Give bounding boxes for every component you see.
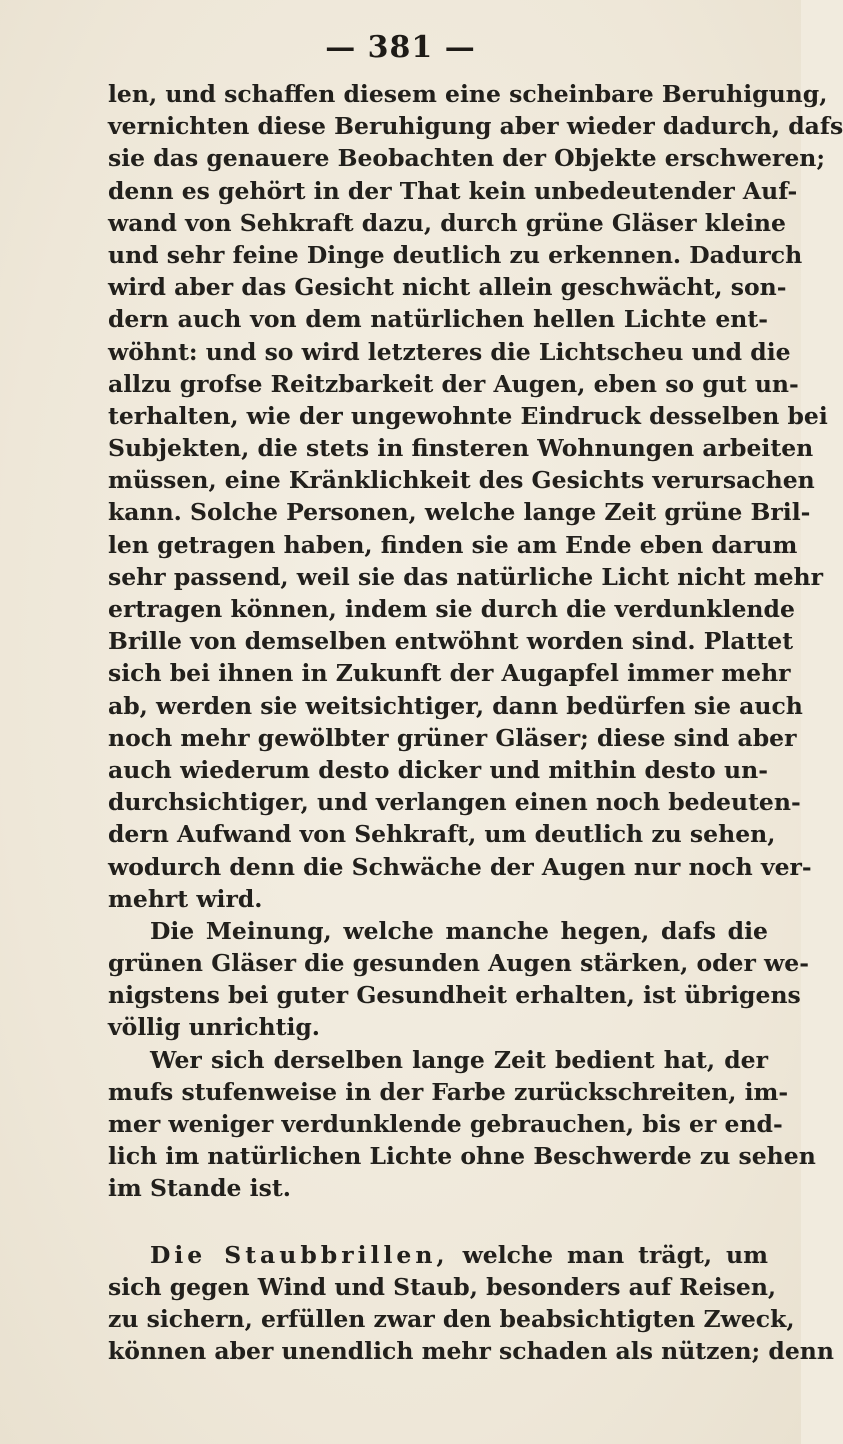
paragraph-4: [108, 1239, 834, 1368]
paragraph-2: [108, 915, 809, 1044]
text-line: zu sichern, erfüllen zwar den beabsichtigten Zweck,: [108, 1304, 795, 1333]
text-line: Subjekten, die stets in finsteren Wohnungen arbeiten: [108, 434, 814, 463]
text-line: Die Meinung, welche manche hegen, dafs die: [150, 916, 768, 945]
text-line: sich gegen Wind und Staub, besonders auf Reisen,: [108, 1272, 777, 1301]
text-line: im Stande ist.: [108, 1174, 291, 1203]
paragraph-gap: [108, 1205, 768, 1239]
text-line: sie das genauere Beobachten der Objekte erschweren;: [108, 144, 826, 173]
section-heading: Die Staubbrillen,: [150, 1240, 449, 1269]
text-line: wand von Sehkraft dazu, durch grüne Gläser kleine: [108, 208, 786, 237]
text-line: können aber unendlich mehr schaden als nützen; denn: [108, 1337, 834, 1366]
page-number: — 381 —: [325, 30, 476, 65]
text-line: auch wiederum desto dicker und mithin desto un-: [108, 755, 768, 784]
text-line: kann. Solche Personen, welche lange Zeit grüne Bril-: [108, 498, 811, 527]
text-line-rest: welche man trägt, um: [448, 1240, 768, 1269]
text-line: mehrt wird.: [108, 884, 263, 913]
text-line: grünen Gläser die gesunden Augen stärken, oder we-: [108, 949, 809, 978]
text-line: vernichten diese Beruhigung aber wieder dadurch, dafs: [108, 112, 843, 141]
text-line: dern auch von dem natürlichen hellen Lichte ent-: [108, 305, 768, 334]
text-line: dern Aufwand von Sehkraft, um deutlich zu sehen,: [108, 820, 776, 849]
text-line: len getragen haben, finden sie am Ende eben darum: [108, 530, 798, 559]
text-line: nigstens bei guter Gesundheit erhalten, ist übrigens: [108, 981, 801, 1010]
text-line: sich bei ihnen in Zukunft der Augapfel immer mehr: [108, 659, 791, 688]
text-line: und sehr feine Dinge deutlich zu erkennen. Dadurch: [108, 240, 803, 269]
text-line: Brille von demselben entwöhnt worden sind. Plattet: [108, 627, 794, 656]
text-line: völlig unrichtig.: [108, 1013, 320, 1042]
text-line: noch mehr gewölbter grüner Gläser; diese sind aber: [108, 723, 797, 752]
text-line: wöhnt: und so wird letzteres die Lichtscheu und die: [108, 337, 791, 366]
body-text: [108, 78, 843, 1367]
text-line: ertragen können, indem sie durch die verdunklende: [108, 595, 795, 623]
paragraph-1: [108, 78, 843, 915]
text-line: ab, werden sie weitsichtiger, dann bedürfen sie auch: [108, 691, 803, 720]
text-line: müssen, eine Kränklichkeit des Gesichts verursachen: [108, 466, 815, 495]
text-line: wird aber das Gesicht nicht allein geschwächt, son-: [108, 273, 787, 302]
text-line: Wer sich derselben lange Zeit bedient hat, der: [150, 1045, 768, 1074]
paragraph-3: [108, 1044, 816, 1205]
text-line: sehr passend, weil sie das natürliche Licht nicht mehr: [108, 562, 823, 591]
text-line: denn es gehört in der That kein unbedeutender Auf-: [108, 176, 798, 205]
text-line: terhalten, wie der ungewohnte Eindruck desselben bei: [108, 401, 828, 430]
text-line: [108, 1239, 768, 1271]
text-line: mufs stufenweise in der Farbe zurückschreiten, im-: [108, 1077, 789, 1106]
text-line: allzu grofse Reitzbarkeit der Augen, eben so gut un-: [108, 369, 799, 398]
text-line: mer weniger verdunklende gebrauchen, bis er end-: [108, 1110, 783, 1138]
text-line: len, und schaffen diesem eine scheinbare Beruhigung,: [108, 80, 828, 108]
text-line: durchsichtiger, und verlangen einen noch bedeuten-: [108, 788, 801, 817]
text-line: wodurch denn die Schwäche der Augen nur noch ver-: [108, 852, 812, 881]
text-line: lich im natürlichen Lichte ohne Beschwerde zu sehen: [108, 1142, 816, 1171]
